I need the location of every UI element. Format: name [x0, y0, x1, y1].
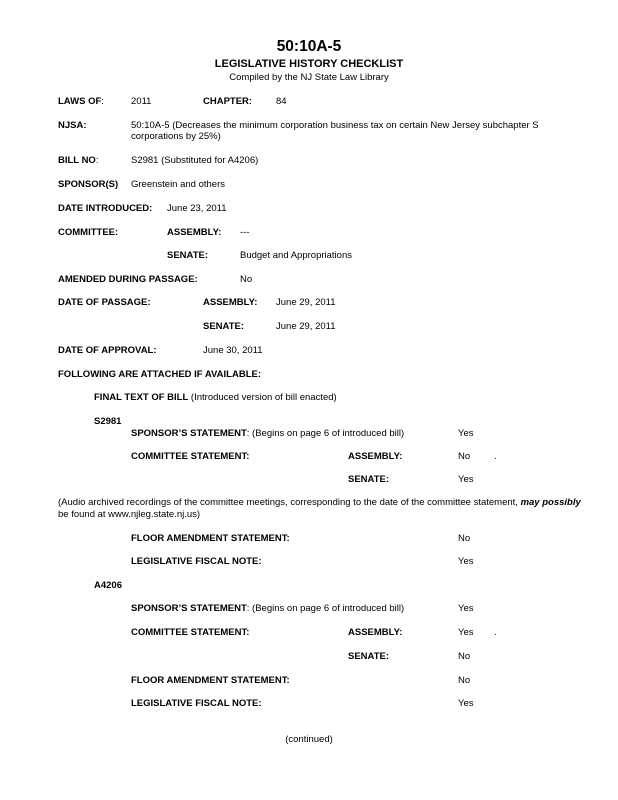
a4206-floor-value: No [458, 675, 471, 686]
sponsors-label: SPONSOR(S) [58, 179, 119, 190]
a4206-fiscal-label: LEGISLATIVE FISCAL NOTE: [131, 698, 262, 709]
passage-assembly-value: June 29, 2011 [276, 297, 336, 308]
s2981-sponsor-statement [131, 428, 404, 440]
njsa-line-2: corporations by 25%) [131, 131, 221, 142]
bill-s2981-heading: S2981 [94, 416, 122, 427]
date-of-approval-label: DATE OF APPROVAL: [58, 345, 157, 356]
date-of-passage-label: DATE OF PASSAGE: [58, 297, 151, 308]
a4206-sponsor-statement [131, 603, 404, 615]
bill-no-label-text: BILL NO [58, 155, 96, 166]
date-of-approval-value: June 30, 2011 [203, 345, 263, 356]
s2981-assembly-label: ASSEMBLY: [348, 451, 403, 462]
a4206-assembly-value: Yes [458, 627, 474, 638]
a4206-assembly-label: ASSEMBLY: [348, 627, 403, 638]
audio-note-line-1 [58, 497, 581, 509]
a4206-committee-label: COMMITTEE STATEMENT: [131, 627, 250, 638]
s2981-senate-label: SENATE: [348, 474, 389, 485]
s2981-sponsor-label: SPONSOR’S STATEMENT [131, 428, 247, 439]
a4206-senate-value: No [458, 651, 471, 662]
s2981-sponsor-value: Yes [458, 428, 474, 439]
passage-senate-value: June 29, 2011 [276, 321, 336, 332]
laws-of-colon: : [101, 96, 104, 107]
committee-label: COMMITTEE: [58, 227, 119, 238]
s2981-assembly-value: No [458, 451, 471, 462]
s2981-floor-label: FLOOR AMENDMENT STATEMENT: [131, 533, 290, 544]
date-introduced-label: DATE INTRODUCED: [58, 203, 153, 214]
laws-of-label [58, 96, 104, 108]
bill-a4206-heading: A4206 [94, 580, 122, 591]
audio-note-emphasis: may possibly [520, 497, 581, 508]
a4206-assembly-dot: . [494, 627, 497, 638]
a4206-fiscal-value: Yes [458, 698, 474, 709]
committee-senate-label: SENATE: [167, 250, 208, 261]
amended-value: No [240, 274, 253, 285]
amended-label: AMENDED DURING PASSAGE: [58, 274, 198, 285]
s2981-committee-label: COMMITTEE STATEMENT: [131, 451, 250, 462]
date-introduced-value: June 23, 2011 [167, 203, 227, 214]
final-text-label: FINAL TEXT OF BILL [94, 392, 189, 403]
sponsors-value: Greenstein and others [131, 179, 226, 190]
compiled-by: Compiled by the NJ State Law Library [229, 72, 389, 83]
audio-note-line-2: be found at www.njleg.state.nj.us) [58, 509, 201, 520]
attachments-heading: FOLLOWING ARE ATTACHED IF AVAILABLE: [58, 369, 261, 380]
final-text-line [94, 392, 337, 404]
document-subtitle: LEGISLATIVE HISTORY CHECKLIST [214, 58, 404, 70]
passage-assembly-label: ASSEMBLY: [203, 297, 258, 308]
a4206-sponsor-note: : (Begins on page 6 of introduced bill) [246, 603, 405, 614]
document-title: 50:10A-5 [276, 38, 342, 55]
a4206-sponsor-label: SPONSOR’S STATEMENT [131, 603, 247, 614]
committee-assembly-value: --- [240, 227, 250, 238]
bill-no-colon: : [95, 155, 99, 166]
audio-note-text: (Audio archived recordings of the committee meetings, corresponding to the date of the committee statement, [58, 497, 521, 508]
chapter-value: 84 [276, 96, 287, 107]
njsa-label: NJSA: [58, 120, 87, 131]
continued-footer: (continued) [285, 734, 333, 745]
s2981-fiscal-label: LEGISLATIVE FISCAL NOTE: [131, 556, 262, 567]
s2981-fiscal-value: Yes [458, 556, 474, 567]
s2981-senate-value: Yes [458, 474, 474, 485]
laws-of-label-text: LAWS OF [58, 96, 102, 107]
laws-of-value: 2011 [131, 96, 152, 107]
a4206-floor-label: FLOOR AMENDMENT STATEMENT: [131, 675, 290, 686]
s2981-sponsor-note: : (Begins on page 6 of introduced bill) [246, 428, 405, 439]
a4206-sponsor-value: Yes [458, 603, 474, 614]
final-text-note: (Introduced version of bill enacted) [188, 392, 337, 403]
a4206-senate-label: SENATE: [348, 651, 389, 662]
bill-no-value: S2981 (Substituted for A4206) [131, 155, 259, 166]
passage-senate-label: SENATE: [203, 321, 244, 332]
chapter-label: CHAPTER: [203, 96, 253, 107]
s2981-assembly-dot: . [494, 451, 497, 462]
njsa-line-1: 50:10A-5 (Decreases the minimum corporation business tax on certain New Jersey subchapter S [131, 120, 539, 131]
committee-assembly-label: ASSEMBLY: [167, 227, 222, 238]
committee-senate-value: Budget and Appropriations [240, 250, 352, 261]
bill-no-label [58, 155, 98, 167]
s2981-floor-value: No [458, 533, 471, 544]
